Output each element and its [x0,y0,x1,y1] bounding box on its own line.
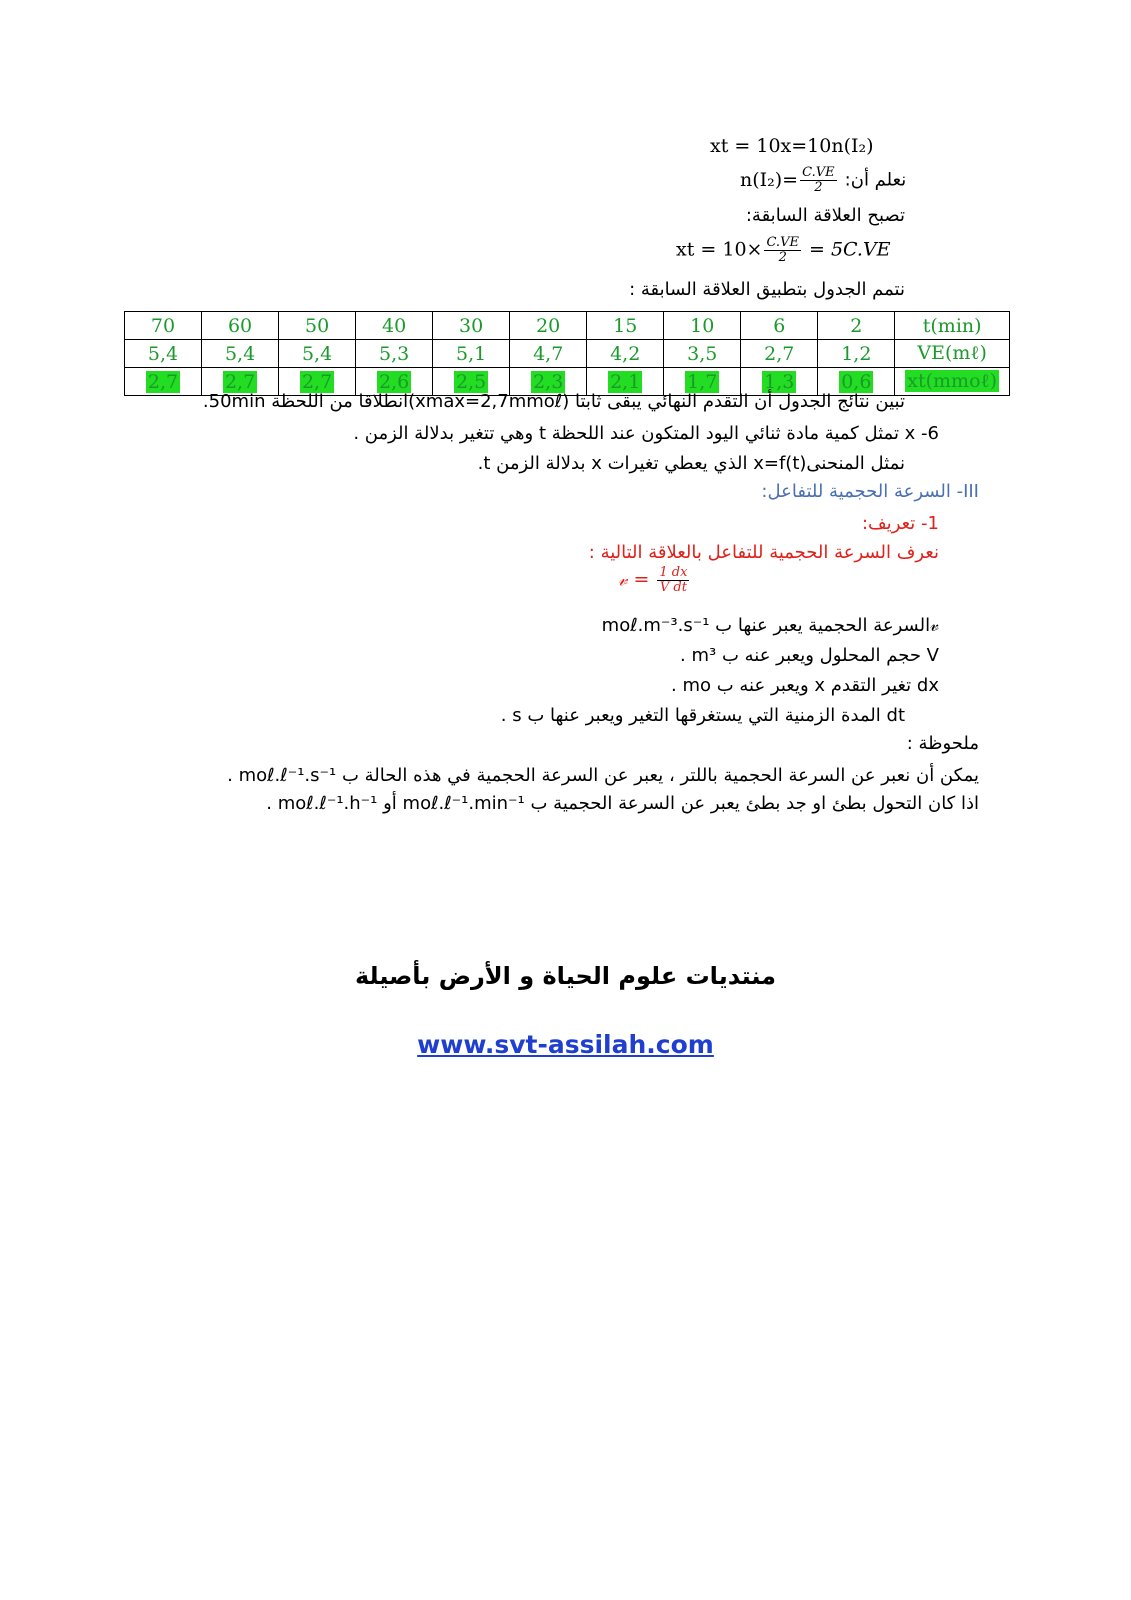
eq2-fraction [800,166,837,195]
desc-dx-unit: dx تغير التقدم x ويعبر عنه ب mo . [671,675,939,696]
eq3-den: 2 [778,250,787,265]
footer-website-link[interactable]: www.svt-assilah.com [417,1030,714,1059]
table-cell [510,312,587,340]
table-cell-text: 2,5 [456,370,487,393]
desc-dt-unit: dt المدة الزمنية التي يستغرقها التغير ويعبر عنها ب s . [500,705,905,726]
table-cell [587,312,664,340]
formula-v: 𝓋 [618,568,628,591]
table-cell-text: 2,6 [379,370,410,393]
line-table-results: تبين نتائج الجدول أن التقدم النهائي يبقى ثابتا (xmax=2,7mmoℓ)انطلاقا من اللحظة 50min. [202,391,905,412]
table-cell [433,312,510,340]
table-cell-text: 2,1 [610,370,641,393]
table-row-volume [125,340,1010,368]
table-cell-text: 1,2 [841,342,872,365]
table-cell-text: 1,3 [764,370,795,393]
eq2-lhs: n(I₂)= [740,168,799,191]
table-cell [356,340,433,368]
desc-volume-unit: V حجم المحلول ويعبر عنه ب m³ . [680,645,939,666]
table-header-cell [895,312,1010,340]
table-row-time [125,312,1010,340]
table-cell-text: 3,5 [687,342,718,365]
table-cell [818,312,895,340]
table-cell-text: 10 [690,314,715,337]
table-cell-text: 5,4 [147,342,179,365]
definition-text: نعرف السرعة الحجمية للتفاعل بالعلاقة التالية : [588,542,939,563]
desc-rate-unit: 𝓋السرعة الحجمية يعبر عنها ب moℓ.m⁻³.s⁻¹ [601,615,939,636]
table-cell-text: 2,7 [764,342,795,365]
table-cell-text: 5,4 [301,342,333,365]
table-cell [741,312,818,340]
formula-fraction [657,566,689,595]
table-cell-text: 5,4 [224,342,256,365]
note-line-1: يمكن أن نعبر عن السرعة الحجمية باللتر ، يعبر عن السرعة الحجمية في هذه الحالة ب moℓ.ℓ⁻¹.s⁻¹ . [227,765,979,786]
formula-den: V dt [659,580,687,595]
eq3-rhs: = 5C.VE [809,238,891,261]
table-cell [279,340,356,368]
table-cell-text: 2,7 [224,370,256,393]
table-cell-text: 0,6 [841,370,872,393]
table-cell [125,340,202,368]
formula-num: 1 dx [659,565,688,580]
table-cell-text: 50 [304,314,330,337]
eq2-expression [740,165,839,195]
table-cell-text: 40 [382,314,407,337]
data-table [124,311,1010,396]
table-cell [510,340,587,368]
table-cell [279,312,356,340]
table-cell [587,340,664,368]
table-cell [741,340,818,368]
definition-title: 1- تعريف: [861,513,939,534]
table-header-cell [895,368,1010,396]
table-header-cell [895,340,1010,368]
table-cell [125,368,202,396]
table-cell [433,340,510,368]
line-relation-becomes: تصبح العلاقة السابقة: [745,205,905,226]
equation-xt-5cve [676,236,891,265]
table-cell-text: 60 [227,314,253,337]
table-cell-text: t(min) [922,314,982,337]
eq3-lhs: xt = 10× [676,238,763,261]
table-cell-text: 4,2 [610,342,641,365]
table-cell-text: xt(mmoℓ) [907,370,998,392]
note-title: ملحوظة : [906,733,979,754]
equation-n-i2 [740,166,906,195]
table-cell [664,312,741,340]
eq3-fraction [764,236,801,265]
table-cell-text: 2,7 [301,370,333,393]
formula-volumetric-rate: 𝓋 = $\frac{1 dx}{\text{V dt}}$ [618,565,688,595]
equation-xt: xt = 10x=10n(I₂) [710,135,874,157]
note-line-2: اذا كان التحول بطئ او جد بطئ يعبر عن السرعة الحجمية ب moℓ.ℓ⁻¹.min⁻¹ أو moℓ.ℓ⁻¹.h⁻¹ . [266,793,979,814]
table-cell-text: 20 [536,314,561,337]
table-cell-text: 4,7 [533,342,564,365]
eq3-num: C.VE [766,235,799,250]
eq2-prefix: نعلم أن: [844,169,907,191]
eq2-den: 2 [814,180,823,195]
table-cell-text: 6 [773,314,786,337]
table-cell-text: 70 [150,314,176,337]
line-represent-curve: نمثل المنحنىx=f(t) الذي يعطي تغيرات x بدلالة الزمن t. [477,453,905,474]
table-cell-text: 5,3 [379,342,410,365]
table-cell [202,340,279,368]
footer-forum-title: منتديات علوم الحياة و الأرض بأصيلة [354,962,777,990]
table-cell-text: 15 [613,314,638,337]
table-cell-text: 2,3 [533,370,564,393]
section-title-volumetric-rate: III- السرعة الحجمية للتفاعل: [761,481,979,502]
table-cell-text: 1,7 [687,370,718,393]
table-cell [664,340,741,368]
line-complete-table: نتمم الجدول بتطبيق العلاقة السابقة : [629,279,905,300]
table-cell [818,340,895,368]
table-cell-text: 30 [459,314,484,337]
table-cell-text: VE(mℓ) [917,342,987,364]
table-cell [356,312,433,340]
table-cell-text: 2 [850,314,863,337]
line-x-represents: 6- x تمثل كمية مادة ثنائي اليود المتكون عند اللحظة t وهي تتغير بدلالة الزمن . [353,423,939,444]
table-cell-text: 5,1 [456,342,487,365]
table-cell [125,312,202,340]
table-cell [202,312,279,340]
table-cell-text: 2,7 [147,370,179,393]
eq2-num: C.VE [802,165,835,180]
